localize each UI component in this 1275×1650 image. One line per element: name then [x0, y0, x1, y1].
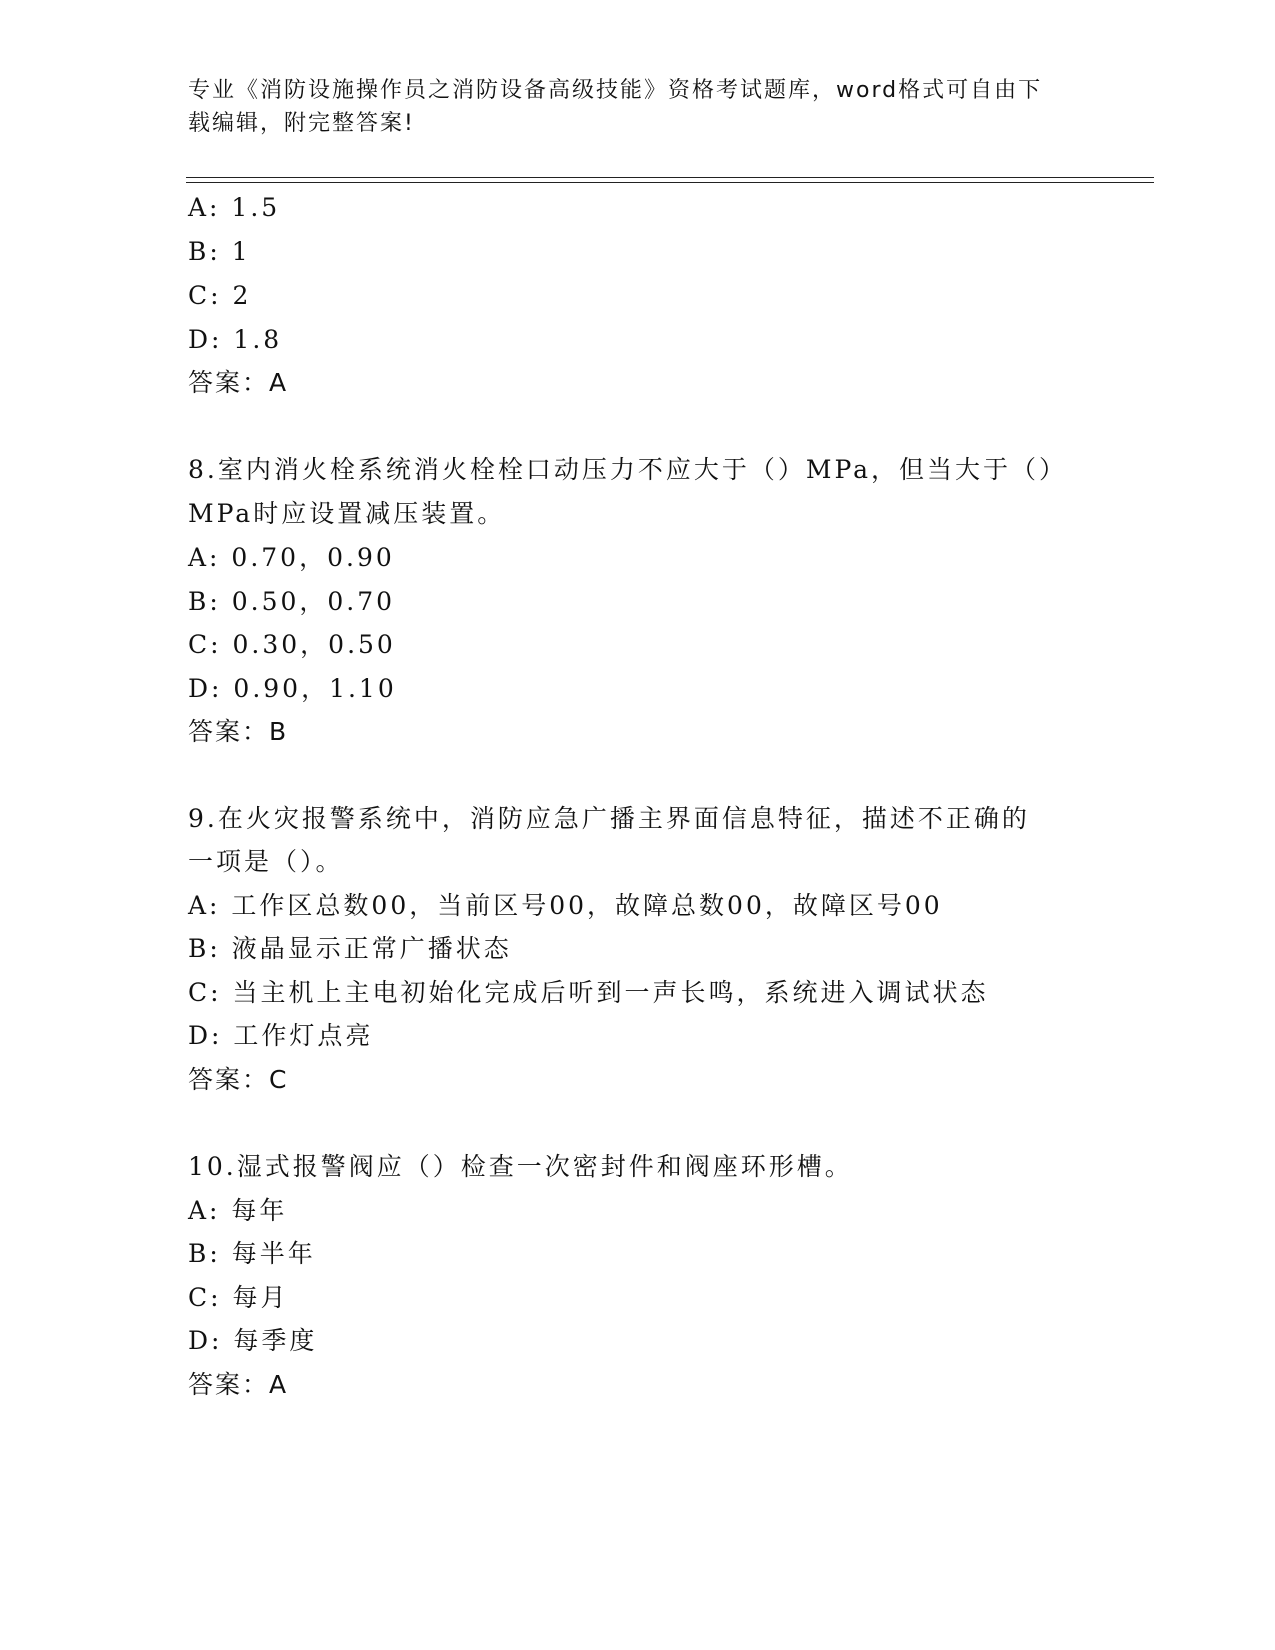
header-divider-top: [186, 177, 1154, 178]
document-header: [188, 74, 1068, 140]
q9-option-b: B: 液晶显示正常广播状态: [188, 934, 512, 963]
q7-option-c: C: 2: [188, 281, 252, 310]
header-divider-bottom: [186, 182, 1154, 183]
q8-option-d: D: 0.90，1.10: [188, 674, 397, 703]
q10-option-b: B: 每半年: [188, 1239, 316, 1268]
q8-option-a: A: 0.70，0.90: [188, 543, 395, 572]
q9-option-a: A: 工作区总数00，当前区号00，故障总数00，故障区号00: [188, 891, 943, 920]
q9-stem-line-1: 9.在火灾报警系统中，消防应急广播主界面信息特征，描述不正确的: [188, 804, 1030, 833]
header-line-2: 载编辑，附完整答案!: [188, 111, 415, 136]
q7-option-a: A: 1.5: [188, 193, 281, 222]
q8-stem-line-1: 8.室内消火栓系统消火栓栓口动压力不应大于（）MPa，但当大于（）: [188, 455, 1068, 484]
q9-option-c: C: 当主机上主电初始化完成后听到一声长鸣，系统进入调试状态: [188, 978, 989, 1007]
q9-stem-line-2: 一项是（）。: [188, 847, 344, 876]
header-line-1: 专业《消防设施操作员之消防设备高级技能》资格考试题库，word格式可自由下: [188, 78, 1043, 103]
q10-answer: 答案：A: [188, 1370, 289, 1399]
q7-option-b: B: 1: [188, 237, 251, 266]
q8-option-c: C: 0.30，0.50: [188, 630, 396, 659]
q7-option-d: D: 1.8: [188, 325, 283, 354]
q8-option-b: B: 0.50，0.70: [188, 587, 396, 616]
q8-answer: 答案：B: [188, 717, 289, 746]
q10-option-d: D: 每季度: [188, 1326, 318, 1355]
q8-stem-line-2: MPa时应设置减压装置。: [188, 499, 506, 528]
q9-answer: 答案：C: [188, 1065, 289, 1094]
q10-stem-line-1: 10.湿式报警阀应（）检查一次密封件和阀座环形槽。: [188, 1152, 853, 1181]
q9-option-d: D: 工作灯点亮: [188, 1021, 374, 1050]
q10-option-a: A: 每年: [188, 1196, 288, 1225]
q10-option-c: C: 每月: [188, 1283, 289, 1312]
q7-answer: 答案：A: [188, 368, 289, 397]
